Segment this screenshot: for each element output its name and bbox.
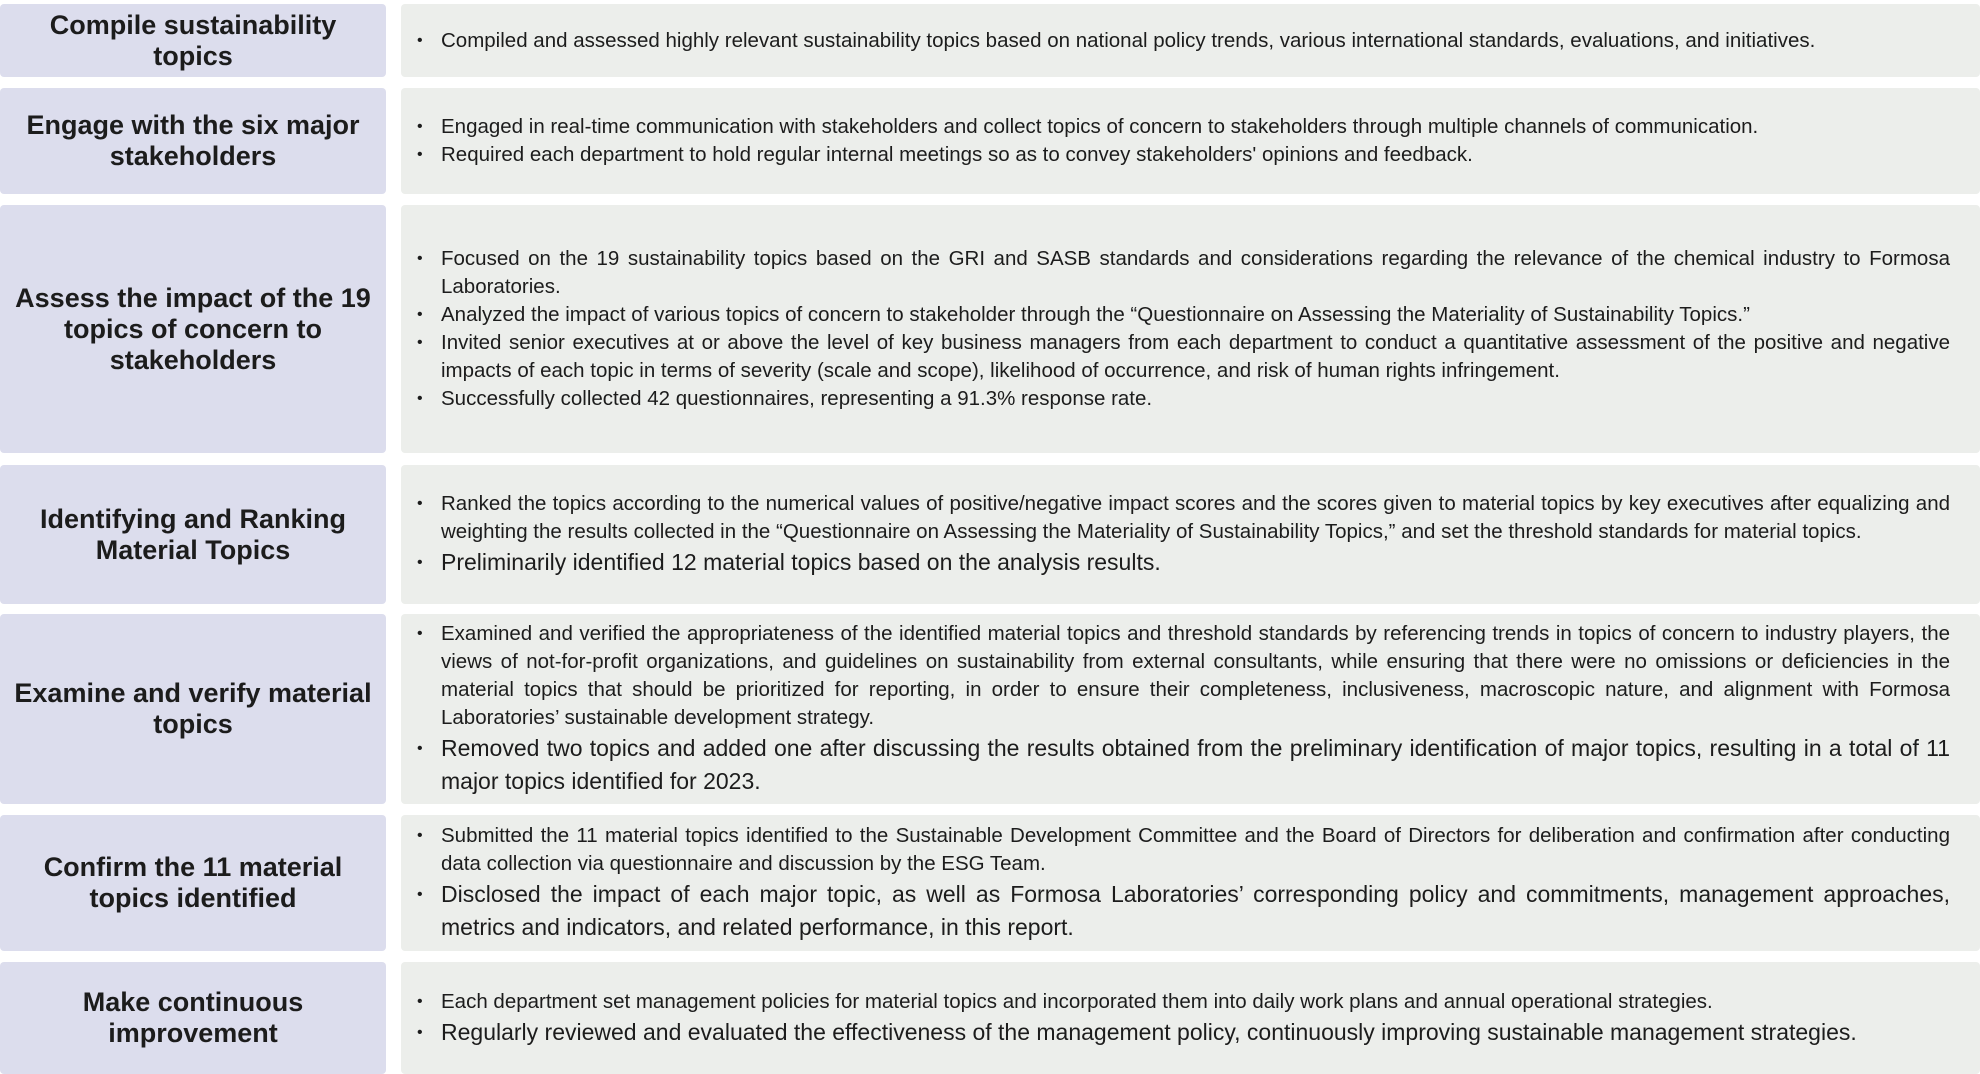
bullet-item: • Each department set management policies for material topics and incorporated them into daily work plans and annual operational strategies. bbox=[415, 988, 1950, 1016]
step-label-box bbox=[0, 4, 386, 77]
step-content-box bbox=[401, 465, 1980, 604]
bullet-icon: • bbox=[417, 886, 423, 903]
bullet-item: • Preliminarily identified 12 material topics based on the analysis results. bbox=[415, 546, 1950, 579]
bullet-item: • Invited senior executives at or above the level of key business managers from each department to conduct a quantitative assessment of the positive and negative impacts of each topic in terms of severity (scale and scope), likelihood of occurrence, and risk of human rights infringement. bbox=[417, 331, 1950, 382]
bullet-item: • Required each department to hold regular internal meetings so as to convey stakeholders' opinions and feedback. bbox=[415, 141, 1950, 169]
bullet-icon: • bbox=[417, 118, 423, 135]
bullet-icon: • bbox=[417, 625, 423, 642]
bullet-item: • Compiled and assessed highly relevant sustainability topics based on national policy trends, various international standards, evaluations, and initiatives. bbox=[415, 27, 1950, 55]
bullet-icon: • bbox=[417, 554, 423, 571]
step-label: Confirm the 11 material topics identified bbox=[43, 852, 343, 913]
bullet-icon: • bbox=[417, 250, 423, 267]
step-label-box bbox=[0, 88, 386, 194]
bullet-item: • Removed two topics and added one after discussing the results obtained from the preliminary identification of major topics, resulting in a total of 11 major topics identified for 2023. bbox=[415, 732, 1950, 798]
bullet-item: • Focused on the 19 sustainability topics based on the GRI and SASB standards and considerations regarding the relevance of the chemical industry to Formosa Laboratories. bbox=[417, 247, 1950, 298]
bullet-item: • Ranked the topics according to the numerical values of positive/negative impact scores and the scores given to material topics by key executives after equalizing and weighting the results collected in the “Questionnaire on Assessing the Materiality of Sustainability Topics,” and set the threshold standards for material topics. bbox=[417, 492, 1950, 543]
bullet-icon: • bbox=[417, 390, 423, 407]
bullet-item: • Regularly reviewed and evaluated the effectiveness of the management policy, continuously improving sustainable management strategies. bbox=[415, 1016, 1950, 1049]
bullet-list bbox=[415, 113, 1950, 169]
bullet-list bbox=[415, 245, 1950, 413]
step-content-box bbox=[401, 4, 1980, 77]
step-label: Compile sustainability topics bbox=[49, 9, 337, 71]
step-row-confirm bbox=[0, 815, 1980, 951]
bullet-icon: • bbox=[417, 306, 423, 323]
step-label: Examine and verify material topics bbox=[14, 678, 372, 739]
step-label: Make continuous improvement bbox=[82, 987, 304, 1048]
bullet-icon: • bbox=[417, 334, 423, 351]
step-label: Identifying and Ranking Material Topics bbox=[39, 503, 346, 565]
step-label: Assess the impact of the 19 topics of concern to stakeholders bbox=[15, 282, 371, 375]
bullet-list bbox=[415, 27, 1950, 55]
bullet-item: • Successfully collected 42 questionnaires, representing a 91.3% response rate. bbox=[415, 385, 1950, 413]
step-content-box bbox=[401, 614, 1980, 804]
step-row-compile bbox=[0, 4, 1980, 77]
step-content-box bbox=[401, 88, 1980, 194]
bullet-icon: • bbox=[417, 495, 423, 512]
step-content-box bbox=[401, 962, 1980, 1074]
step-content-box bbox=[401, 815, 1980, 951]
step-label-box bbox=[0, 614, 386, 804]
step-label-box bbox=[0, 815, 386, 951]
bullet-icon: • bbox=[417, 992, 423, 1010]
step-row-identify bbox=[0, 465, 1980, 604]
step-row-engage bbox=[0, 88, 1980, 194]
bullet-icon: • bbox=[417, 740, 423, 757]
bullet-item: • Examined and verified the appropriateness of the identified material topics and threshold standards by referencing trends in topics of concern to industry players, the views of not-for-profit organizations, and guidelines on sustainability from external consultants, while ensuring that there were no omissions or deficiencies in the material topics that should be prioritized for reporting, in order to ensure their completeness, inclusiveness, macroscopic nature, and alignment with Formosa Laboratories’ sustainable development strategy. bbox=[417, 622, 1950, 729]
bullet-item: • Disclosed the impact of each major topic, as well as Formosa Laboratories’ corresponding policy and commitments, management approaches, metrics and indicators, and related performance, in this report. bbox=[415, 878, 1950, 944]
bullet-icon: • bbox=[417, 1023, 423, 1041]
step-row-examine bbox=[0, 614, 1980, 804]
bullet-item: • Submitted the 11 material topics identified to the Sustainable Development Committee and the Board of Directors for deliberation and confirmation after conducting data collection via questionnaire and discussion by the ESG Team. bbox=[417, 824, 1950, 875]
bullet-icon: • bbox=[417, 31, 423, 49]
bullet-icon: • bbox=[417, 146, 423, 163]
bullet-item: • Analyzed the impact of various topics of concern to stakeholder through the “Questionnaire on Assessing the Materiality of Sustainability Topics.” bbox=[415, 301, 1950, 329]
bullet-list bbox=[415, 490, 1950, 579]
bullet-list bbox=[415, 988, 1950, 1049]
bullet-list bbox=[415, 822, 1950, 944]
step-label: Engage with the six major stakeholders bbox=[26, 110, 360, 171]
step-row-improve bbox=[0, 962, 1980, 1074]
bullet-item: • Engaged in real-time communication with stakeholders and collect topics of concern to stakeholders through multiple channels of communication. bbox=[415, 113, 1950, 141]
step-label-box bbox=[0, 205, 386, 453]
step-content-box bbox=[401, 205, 1980, 453]
bullet-icon: • bbox=[417, 827, 423, 844]
step-row-assess bbox=[0, 205, 1980, 453]
step-label-box bbox=[0, 962, 386, 1074]
bullet-list bbox=[415, 620, 1950, 798]
step-label-box bbox=[0, 465, 386, 604]
